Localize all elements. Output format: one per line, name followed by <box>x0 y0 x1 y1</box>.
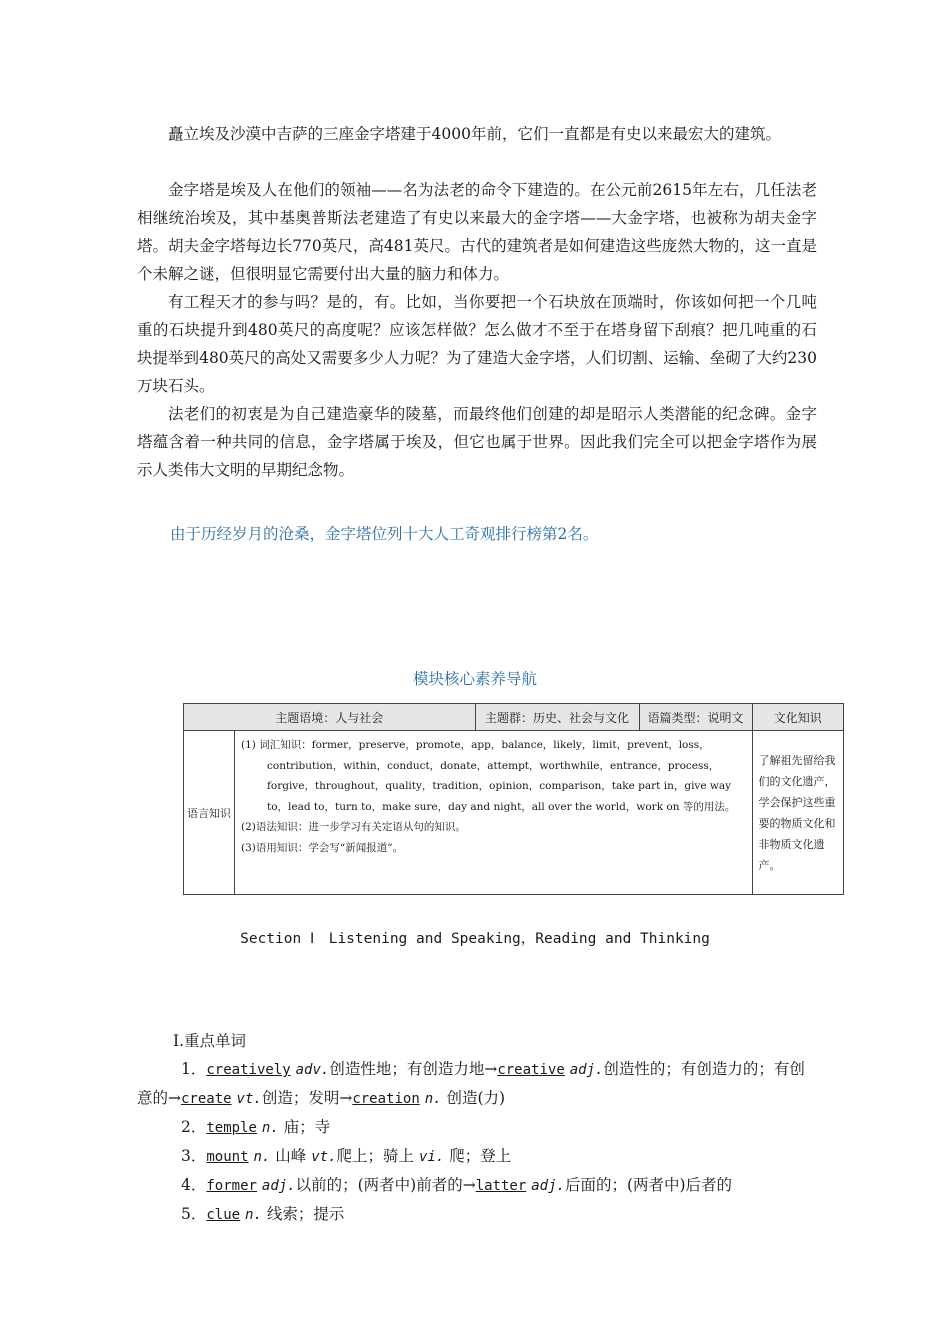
module-caption: 模块核心素养导航 <box>412 670 537 688</box>
vocab-word: creative <box>497 1062 565 1078</box>
vocab-meaning: 创造(力) <box>446 1089 506 1107</box>
vocab-meaning: 庙；寺 <box>283 1118 331 1136</box>
item-number: 3． <box>181 1147 207 1165</box>
vocab-knowledge-line: (1) 词汇知识：former，preserve，promote，app，balance，likely，limit，prevent，loss，contribution，within，conduct，donate，attempt，worthwhile，entrance，process，forgive，throughout，quality，tradition，opinion，comparison，take part in，give way to，lead to，turn to，make sure，day and night，all over the world，work on 等的用法。 <box>241 739 736 813</box>
part-of-speech: vt. <box>311 1149 337 1165</box>
part-of-speech: n. <box>424 1091 442 1107</box>
vocab-meaning: 创造性的；有创造力的；有创意的→ <box>137 1060 805 1107</box>
vocab-word: create <box>181 1091 232 1107</box>
part-of-speech: n. <box>261 1120 279 1136</box>
part-of-speech: adj. <box>569 1062 604 1078</box>
vocab-word: clue <box>206 1207 241 1223</box>
header-text-type: 语篇类型：说明文 <box>639 704 752 731</box>
item-number: 5． <box>181 1205 207 1223</box>
paragraph-4: 法老们的初衷是为自己建造豪华的陵墓，而最终他们创建的却是昭示人类潜能的纪念碑。金字塔蕴含着一种共同的信息，金字塔属于埃及，但它也属于世界。因此我们完全可以把金字塔作为展示人类伟大文明的早期纪念物。 <box>137 405 817 479</box>
row-label: 语言知识 <box>184 731 235 895</box>
vocab-meaning: 后面的；(两者中)后者的 <box>564 1176 733 1194</box>
vocab-meaning: 爬；登上 <box>449 1147 512 1165</box>
vocab-meaning: 山峰 <box>275 1147 307 1165</box>
vocab-word: creatively <box>206 1062 291 1078</box>
module-table <box>183 703 844 895</box>
vocab-heading: Ⅰ.重点单词 <box>173 1032 247 1050</box>
part-of-speech: vt. <box>236 1091 262 1107</box>
grammar-knowledge-line: (2)语法知识：进一步学习有关定语从句的知识。 <box>241 821 466 833</box>
vocab-item <box>137 1171 817 1200</box>
table-body-row <box>184 731 844 895</box>
paragraph-1: 矗立埃及沙漠中吉萨的三座金字塔建于4000年前，它们一直都是有史以来最宏大的建筑。 <box>168 125 781 143</box>
paragraph-2: 金字塔是埃及人在他们的领袖——名为法老的命令下建造的。在公元前2615年左右，几任法老相继统治埃及，其中基奥普斯法老建造了有史以来最大的金字塔——大金字塔，也被称为胡夫金字塔。胡夫金字塔每边长770英尺，高481英尺。古代的建筑者是如何建造这些庞然大物的，这一直是个未解之谜，但很明显它需要付出大量的脑力和体力。 <box>137 181 817 283</box>
item-number: 2． <box>181 1118 207 1136</box>
part-of-speech: n. <box>245 1207 262 1223</box>
vocab-meaning: 爬上；骑上 <box>336 1147 415 1165</box>
header-culture: 文化知识 <box>752 704 843 731</box>
paragraph-3: 有工程天才的参与吗？是的，有。比如，当你要把一个石块放在顶端时，你该如何把一个几吨重的石块提升到480英尺的高度呢？应该怎样做？怎么做才不至于在塔身留下刮痕？把几吨重的石块提举到480英尺的高处又需要多少人力呢？为了建造大金字塔，人们切割、运输、垒砌了大约230万块石头。 <box>137 293 817 395</box>
ranking-note: 由于历经岁月的沧桑，金字塔位列十大人工奇观排行榜第2名。 <box>170 525 599 543</box>
vocab-meaning: 以前的；(两者中)前者的→ <box>295 1176 476 1194</box>
vocab-item <box>137 1113 817 1142</box>
language-knowledge <box>235 731 753 895</box>
part-of-speech: adj. <box>531 1178 565 1194</box>
culture-knowledge: 了解祖先留给我们的文化遗产，学会保护这些重要的物质文化和非物质文化遗产。 <box>752 731 843 895</box>
vocab-word: temple <box>206 1120 257 1136</box>
vocab-word: creation <box>352 1091 420 1107</box>
vocab-meaning: 创造性地；有创造力地→ <box>329 1060 498 1078</box>
pragmatic-knowledge-line: (3)语用知识：学会写“新闻报道”。 <box>241 841 404 854</box>
vocab-item <box>137 1142 817 1171</box>
item-number: 4． <box>181 1176 207 1194</box>
vocab-list <box>137 1027 817 1229</box>
vocab-word: mount <box>206 1149 249 1165</box>
vocab-word: former <box>206 1178 257 1194</box>
part-of-speech: vi. <box>418 1149 445 1165</box>
vocab-word: latter <box>475 1178 527 1194</box>
header-theme-group: 主题群：历史、社会与文化 <box>475 704 639 731</box>
header-theme-context: 主题语境：人与社会 <box>184 704 476 731</box>
part-of-speech: adv. <box>295 1062 330 1078</box>
table-header-row <box>184 704 844 731</box>
vocab-meaning: 创造；发明→ <box>261 1089 353 1107</box>
vocab-item <box>137 1055 817 1113</box>
vocab-meaning: 线索；提示 <box>266 1205 345 1223</box>
section-title: Section Ⅰ Listening and Speaking，Reading and Thinking <box>240 931 710 947</box>
part-of-speech: n. <box>253 1149 271 1165</box>
vocab-item <box>137 1200 817 1229</box>
part-of-speech: adj. <box>261 1178 296 1194</box>
item-number: 1． <box>181 1060 207 1078</box>
